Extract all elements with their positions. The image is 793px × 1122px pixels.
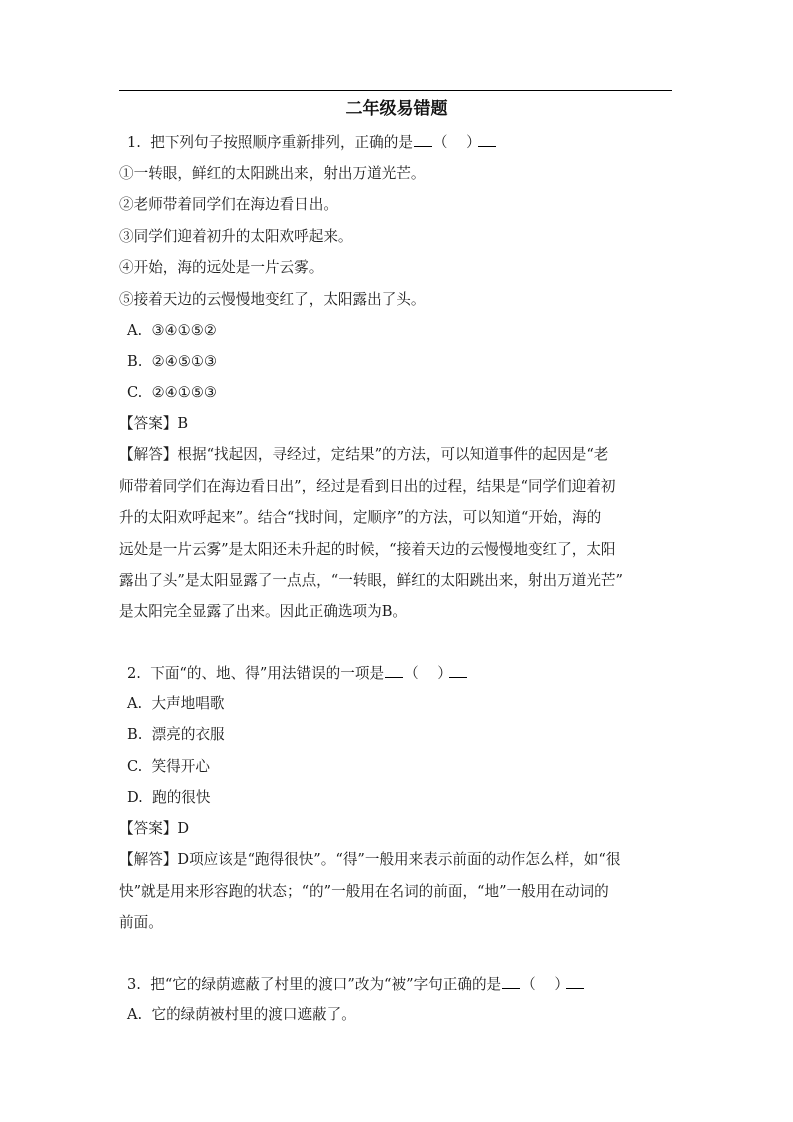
answer-blank — [449, 663, 467, 678]
question-1-explanation-line-4: 远处是一片云雾”是太阳还未升起的时候，“接着天边的云慢慢地变红了，太阳 — [119, 541, 616, 558]
sentence-1: ①一转眼，鲜红的太阳跳出来，射出万道光芒。 — [119, 165, 426, 182]
question-2-answer: 【答案】D — [119, 820, 190, 837]
sentence-5: ⑤接着天边的云慢慢地变红了，太阳露出了头。 — [119, 291, 426, 308]
answer-blank — [414, 132, 432, 147]
sentence-2: ②老师带着同学们在海边看日出。 — [119, 196, 338, 213]
question-3-stem: 3. 把“它的绿荫遮蔽了村里的渡口”改为“被”字句正确的是 （ ） — [127, 974, 682, 995]
question-2-option-a: A. 大声地唱歌 — [127, 695, 225, 712]
page-title: 二年级易错题 — [345, 99, 448, 119]
answer-blank — [385, 663, 403, 678]
question-1-explanation-line-1: 【解答】根据“找起因，寻经过，定结果”的方法，可以知道事件的起因是“老 — [119, 446, 609, 463]
question-1-explanation-line-3: 升的太阳欢呼起来”。结合“找时间，定顺序”的方法，可以知道“开始，海的 — [119, 509, 602, 526]
question-2-explanation-line-2: 快”就是用来形容跑的状态；“的”一般用在名词的前面，“地”一般用在动词的 — [119, 883, 609, 900]
question-2-option-b: B. 漂亮的衣服 — [127, 726, 225, 743]
question-1-explanation-line-6: 是太阳完全显露了出来。因此正确选项为B。 — [119, 603, 408, 620]
answer-blank — [502, 974, 520, 989]
question-2-explanation-line-3: 前面。 — [119, 914, 163, 931]
question-1-option-c: C. ②④①⑤③ — [127, 384, 217, 401]
question-2-option-c: C. 笑得开心 — [127, 758, 210, 775]
question-2-stem: 2. 下面“的、地、得”用法错误的一项是 （ ） — [127, 663, 682, 684]
question-1-answer: 【答案】B — [119, 415, 189, 432]
answer-blank — [478, 132, 496, 147]
sentence-4: ④开始，海的远处是一片云雾。 — [119, 259, 324, 276]
question-1-explanation-line-5: 露出了头”是太阳显露了一点点，“一转眼，鲜红的太阳跳出来，射出万道光芒” — [119, 572, 623, 589]
header-rule — [119, 90, 672, 91]
sentence-3: ③同学们迎着初升的太阳欢呼起来。 — [119, 228, 353, 245]
answer-blank — [566, 974, 584, 989]
question-3-option-a: A. 它的绿荫被村里的渡口遮蔽了。 — [127, 1006, 356, 1023]
question-1-explanation-line-2: 师带着同学们在海边看日出”，经过是看到日出的过程，结果是“同学们迎着初 — [119, 478, 616, 495]
question-2-explanation-line-1: 【解答】D项应该是“跑得很快”。“得”一般用来表示前面的动作怎么样，如“很 — [119, 851, 621, 868]
question-2-option-d: D. 跑的很快 — [127, 789, 211, 806]
question-1-stem: 1. 把下列句子按照顺序重新排列，正确的是 （ ） — [127, 132, 682, 153]
question-1-option-b: B. ②④⑤①③ — [127, 353, 218, 370]
question-1-option-a: A. ③④①⑤② — [127, 322, 217, 339]
